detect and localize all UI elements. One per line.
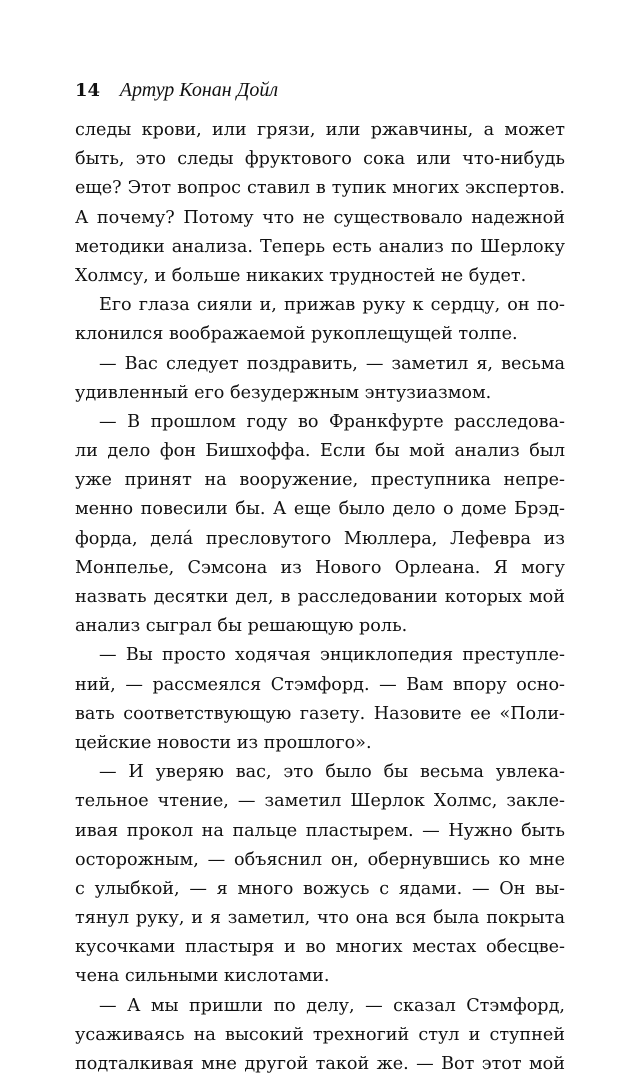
- text-line: ли дело фон Бишхоффа. Если бы мой анализ был: [75, 441, 565, 462]
- text-line: клонился воображаемой рукоплещущей толпе.: [75, 324, 518, 345]
- text-line: тянул руку, и я заметил, что она вся была покрыта: [75, 908, 565, 929]
- text-line: анализ сыграл бы решающую роль.: [75, 616, 408, 637]
- text-line: с улыбкой, — я много вожусь с ядами. — Он вы-: [75, 878, 565, 899]
- text-line: Холмсу, и больше никаких трудностей не будет.: [75, 265, 527, 286]
- text-line: ний, — рассмеялся Стэмфорд. — Вам впору осно-: [75, 674, 565, 695]
- text-line: еще? Этот вопрос ставил в тупик многих экспертов.: [75, 178, 565, 199]
- text-line: вать соответствующую газету. Назовите ее «Поли-: [75, 703, 565, 724]
- text-line: Монпелье, Сэмсона из Нового Орлеана. Я могу: [75, 557, 565, 578]
- text-line: — Вас следует поздравить, — заметил я, весьма: [99, 353, 565, 374]
- body-text: [75, 116, 565, 1079]
- text-line: усаживаясь на высокий трехногий стул и ступней: [75, 1024, 565, 1045]
- text-line: ивая прокол на пальце пластырем. — Нужно быть: [75, 820, 565, 841]
- text-line: быть, это следы фруктового сока или что-нибудь: [75, 149, 565, 170]
- text-line: методики анализа. Теперь есть анализ по Шерлоку: [75, 236, 565, 257]
- text-line: — Вы просто ходячая энциклопедия преступле-: [99, 645, 565, 666]
- text-line: подталкивая мне другой такой же. — Вот этот мой: [75, 1054, 565, 1074]
- text-line: А почему? Потому что не существовало надежной: [75, 207, 565, 228]
- text-line: цейские новости из прошлого».: [75, 732, 372, 753]
- text-line: уже принят на вооружение, преступника непре-: [75, 470, 565, 491]
- text-line: осторожным, — объяснил он, обернувшись ко мне: [75, 849, 565, 870]
- text-line: Его глаза сияли и, прижав руку к сердцу, он по-: [99, 295, 565, 316]
- page-number: 14: [75, 80, 101, 101]
- text-line: удивленный его безудержным энтузиазмом.: [75, 382, 492, 403]
- page-header: [75, 80, 278, 101]
- text-line: чена сильными кислотами.: [75, 966, 330, 987]
- running-head: Артур Конан Дойл: [119, 79, 279, 101]
- text-line: — И уверяю вас, это было бы весьма увлека-: [99, 762, 565, 783]
- text-line: менно повесили бы. А еще было дело о доме Брэд-: [75, 499, 565, 520]
- text-line: назвать десятки дел, в расследовании которых мой: [75, 587, 565, 607]
- text-line: следы крови, или грязи, или ржавчины, а может: [75, 120, 565, 140]
- text-line: — А мы пришли по делу, — сказал Стэмфорд,: [99, 995, 565, 1016]
- text-line: кусочками пластыря и во многих местах обесцве-: [75, 937, 565, 958]
- text-line: тельное чтение, — заметил Шерлок Холмс, закле-: [75, 791, 565, 812]
- text-line: — В прошлом году во Франкфурте расследова-: [99, 411, 565, 432]
- text-line: форда, делá пресловутого Мюллера, Лефевра из: [75, 528, 565, 549]
